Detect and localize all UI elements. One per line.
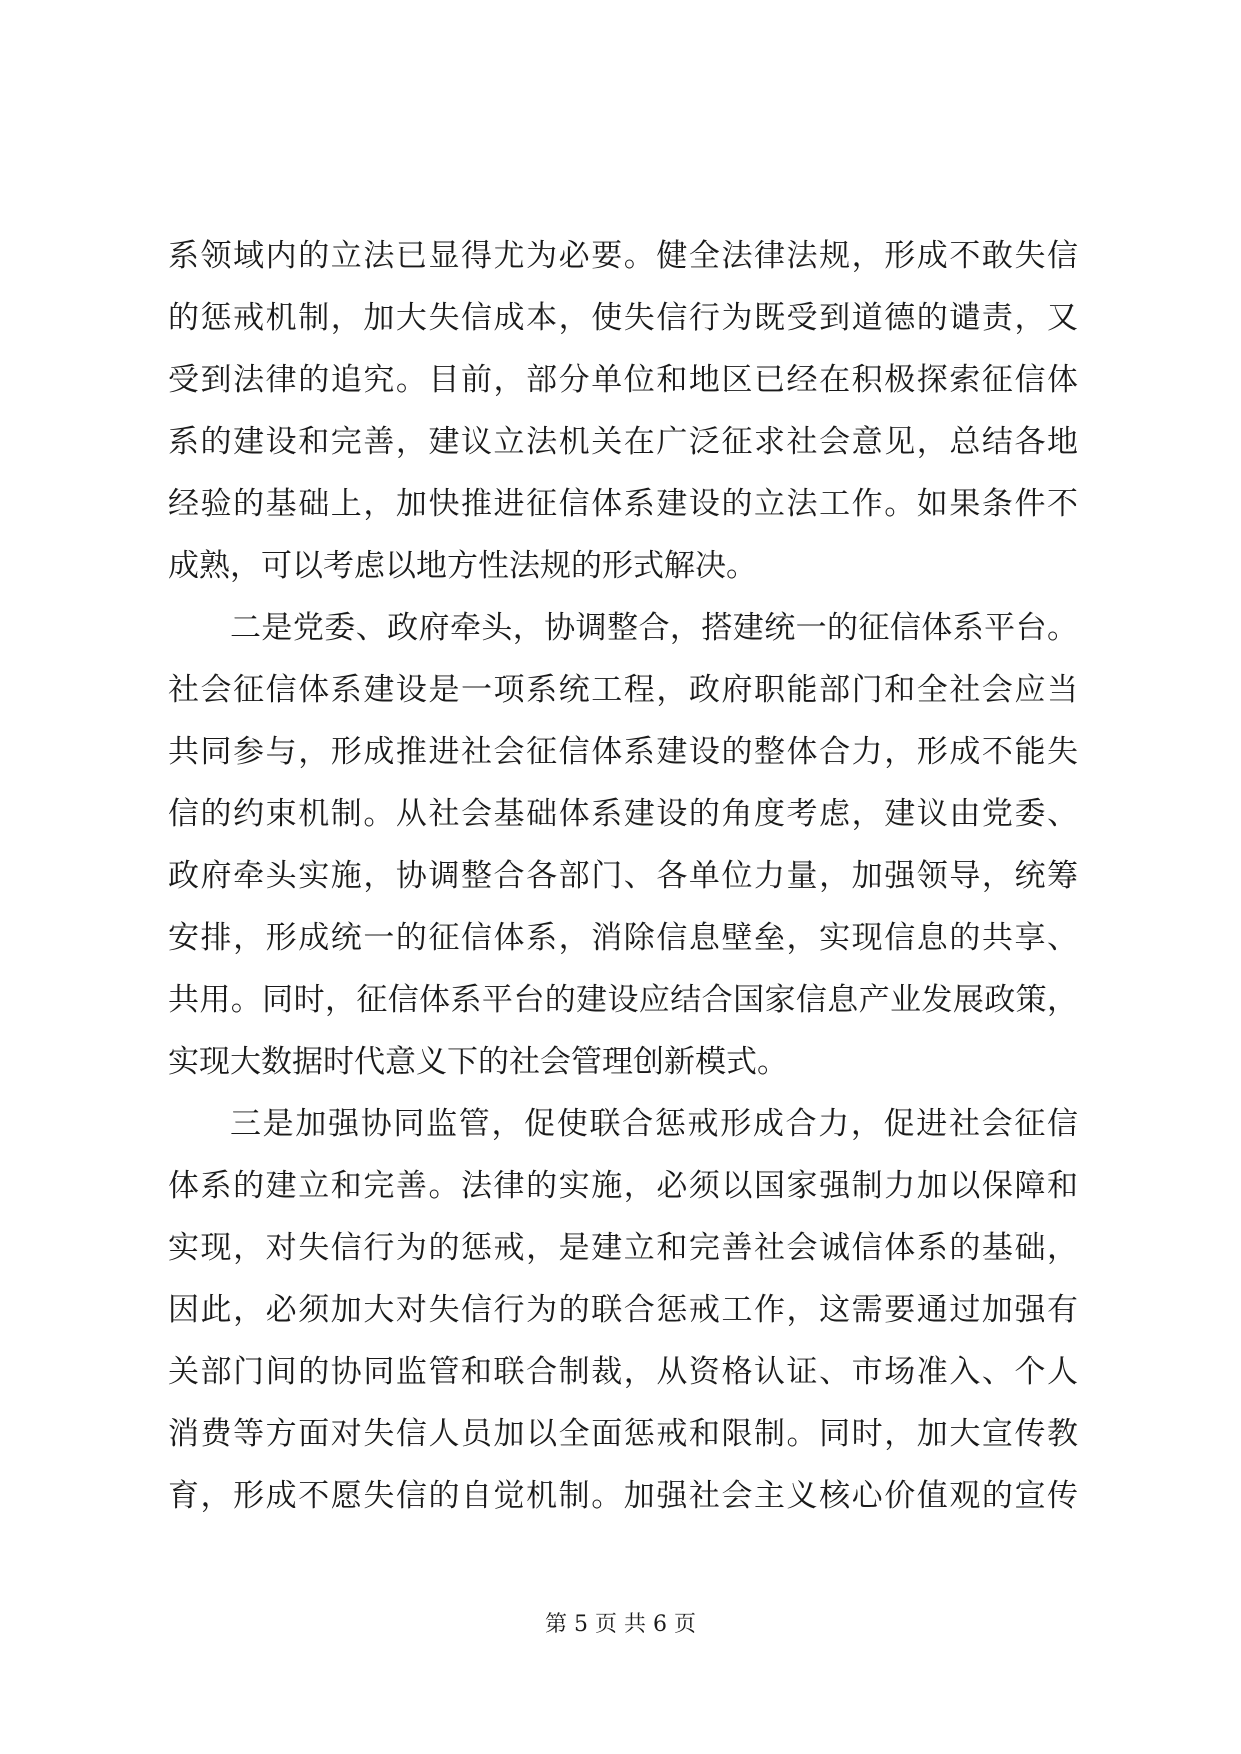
text-line: 共用。同时，征信体系平台的建设应结合国家信息产业发展政策， bbox=[168, 982, 1078, 1018]
text-line: 育，形成不愿失信的自觉机制。加强社会主义核心价值观的宣传 bbox=[168, 1478, 1078, 1514]
text-line: 共同参与，形成推进社会征信体系建设的整体合力，形成不能失 bbox=[168, 734, 1078, 770]
paragraph bbox=[168, 225, 1078, 597]
text-line: 系的建设和完善，建议立法机关在广泛征求社会意见，总结各地 bbox=[168, 424, 1078, 460]
text-line: 关部门间的协同监管和联合制裁，从资格认证、市场准入、个人 bbox=[168, 1354, 1078, 1390]
paragraph bbox=[168, 597, 1078, 1093]
text-line: 二是党委、政府牵头，协调整合，搭建统一的征信体系平台。 bbox=[230, 610, 1078, 646]
text-line: 社会征信体系建设是一项系统工程，政府职能部门和全社会应当 bbox=[168, 672, 1078, 708]
text-line: 的惩戒机制，加大失信成本，使失信行为既受到道德的谴责，又 bbox=[168, 300, 1078, 336]
text-line: 系领域内的立法已显得尤为必要。健全法律法规，形成不敢失信 bbox=[168, 238, 1078, 274]
text-line: 安排，形成统一的征信体系，消除信息壁垒，实现信息的共享、 bbox=[168, 920, 1078, 956]
text-line: 消费等方面对失信人员加以全面惩戒和限制。同时，加大宣传教 bbox=[168, 1416, 1078, 1452]
document-body bbox=[168, 225, 1078, 1527]
text-line: 受到法律的追究。目前，部分单位和地区已经在积极探索征信体 bbox=[168, 362, 1078, 398]
page-footer: 第 5 页 共 6 页 bbox=[545, 1612, 696, 1637]
text-line: 成熟，可以考虑以地方性法规的形式解决。 bbox=[168, 548, 757, 584]
text-line: 实现大数据时代意义下的社会管理创新模式。 bbox=[168, 1044, 788, 1080]
text-line: 实现，对失信行为的惩戒，是建立和完善社会诚信体系的基础， bbox=[168, 1230, 1078, 1266]
text-line: 政府牵头实施，协调整合各部门、各单位力量，加强领导，统筹 bbox=[168, 858, 1078, 894]
text-line: 因此，必须加大对失信行为的联合惩戒工作，这需要通过加强有 bbox=[168, 1292, 1078, 1328]
text-line: 三是加强协同监管，促使联合惩戒形成合力，促进社会征信 bbox=[230, 1106, 1078, 1142]
text-line: 信的约束机制。从社会基础体系建设的角度考虑，建议由党委、 bbox=[168, 796, 1078, 832]
text-line: 经验的基础上，加快推进征信体系建设的立法工作。如果条件不 bbox=[168, 486, 1078, 522]
paragraph bbox=[168, 1093, 1078, 1527]
text-line: 体系的建立和完善。法律的实施，必须以国家强制力加以保障和 bbox=[168, 1168, 1078, 1204]
